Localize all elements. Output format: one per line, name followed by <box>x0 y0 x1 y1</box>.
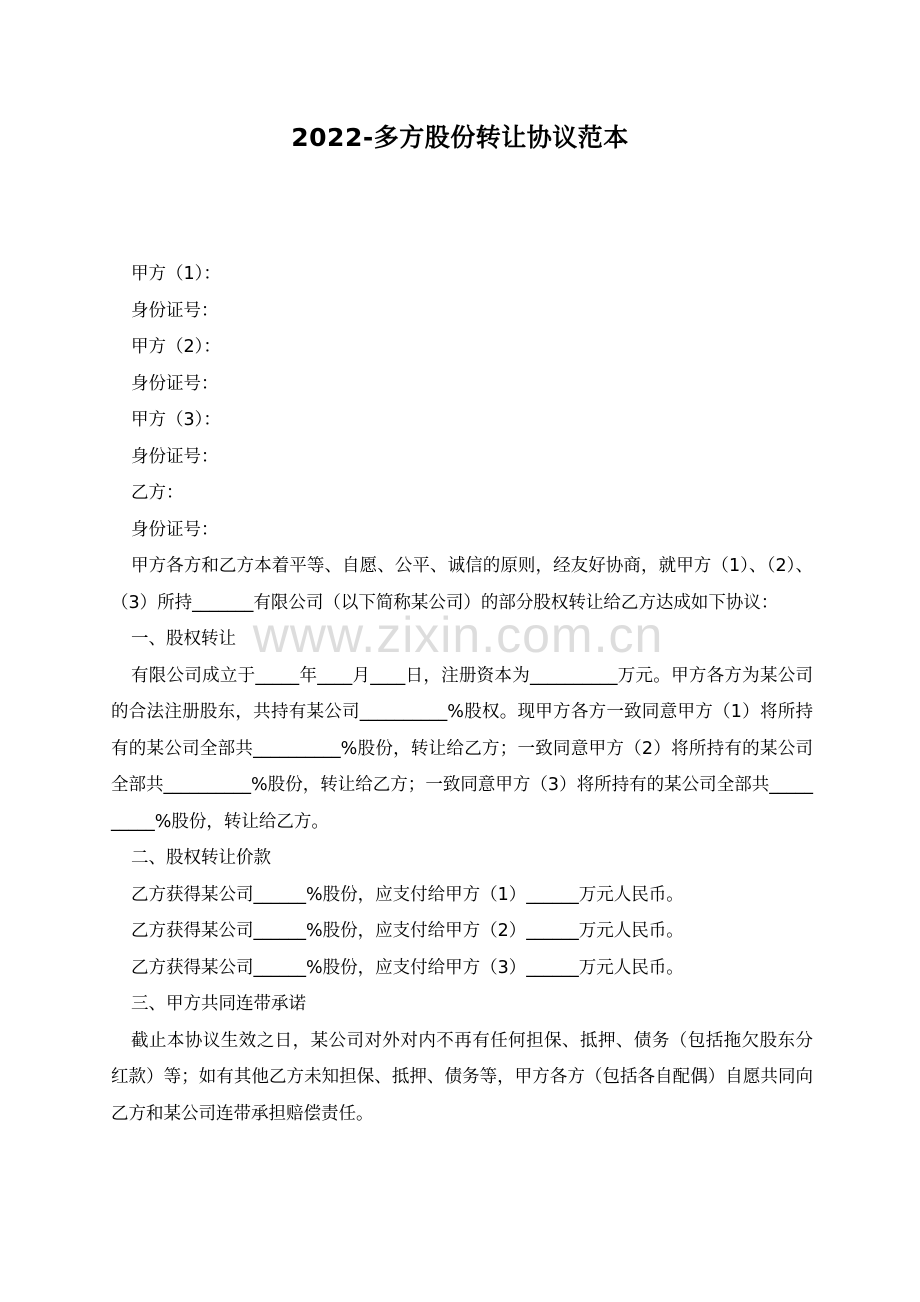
party-b-id-label: 身份证号： <box>131 519 219 540</box>
intro-paragraph: 甲方各方和乙方本着平等、自愿、公平、诚信的原则，经友好协商，就甲方（1）、（2）、（3）所持_______有限公司（以下简称某公司）的部分股权转让给乙方达成如下协议： <box>111 556 813 613</box>
section-1-heading: 一、股权转让 <box>131 629 236 649</box>
section-3-heading: 三、甲方共同连带承诺 <box>131 994 306 1014</box>
party-a1-id-label: 身份证号： <box>131 300 219 321</box>
section-3-body: 截止本协议生效之日，某公司对外对内不再有任何担保、抵押、债务（包括拖欠股东分红款）等；如有其他乙方未知担保、抵押、债务等，甲方各方（包括各自配偶）自愿共同向乙方和某公司连带承担赔偿责任。 <box>111 1030 813 1124</box>
section-2-heading: 二、股权转让价款 <box>131 848 271 868</box>
party-a2-id-label: 身份证号： <box>131 373 219 394</box>
document-title: 2022-多方股份转让协议范本 <box>291 123 629 152</box>
party-a2-label: 甲方（2）： <box>131 337 221 357</box>
payment-line-2: 乙方获得某公司______%股份，应支付给甲方（2）______万元人民币。 <box>131 921 684 941</box>
watermark-text: www.zixin.com.cn <box>252 607 664 663</box>
section-1-body: 有限公司成立于_____年____月____日，注册资本为__________万元。甲方各方为某公司的合法注册股东，共持有某公司__________%股权。现甲方各方一致同意甲方（1）将所持有的某公司全部共__________%股份，转让给乙方；一致同意甲方（2）将所持有的某公司全部共__________%股份，转让给乙方；一致同意甲方（3）将所持有的某公司全部共__________%股份，转让给乙方。 <box>111 665 813 832</box>
payment-line-1: 乙方获得某公司______%股份，应支付给甲方（1）______万元人民币。 <box>131 884 684 905</box>
party-a3-id-label: 身份证号： <box>131 446 219 467</box>
party-a3-label: 甲方（3）： <box>131 410 221 430</box>
party-a1-label: 甲方（1）： <box>131 264 221 284</box>
document-body <box>111 256 813 1132</box>
party-b-label: 乙方： <box>131 483 184 503</box>
payment-line-3: 乙方获得某公司______%股份，应支付给甲方（3）______万元人民币。 <box>131 957 684 978</box>
